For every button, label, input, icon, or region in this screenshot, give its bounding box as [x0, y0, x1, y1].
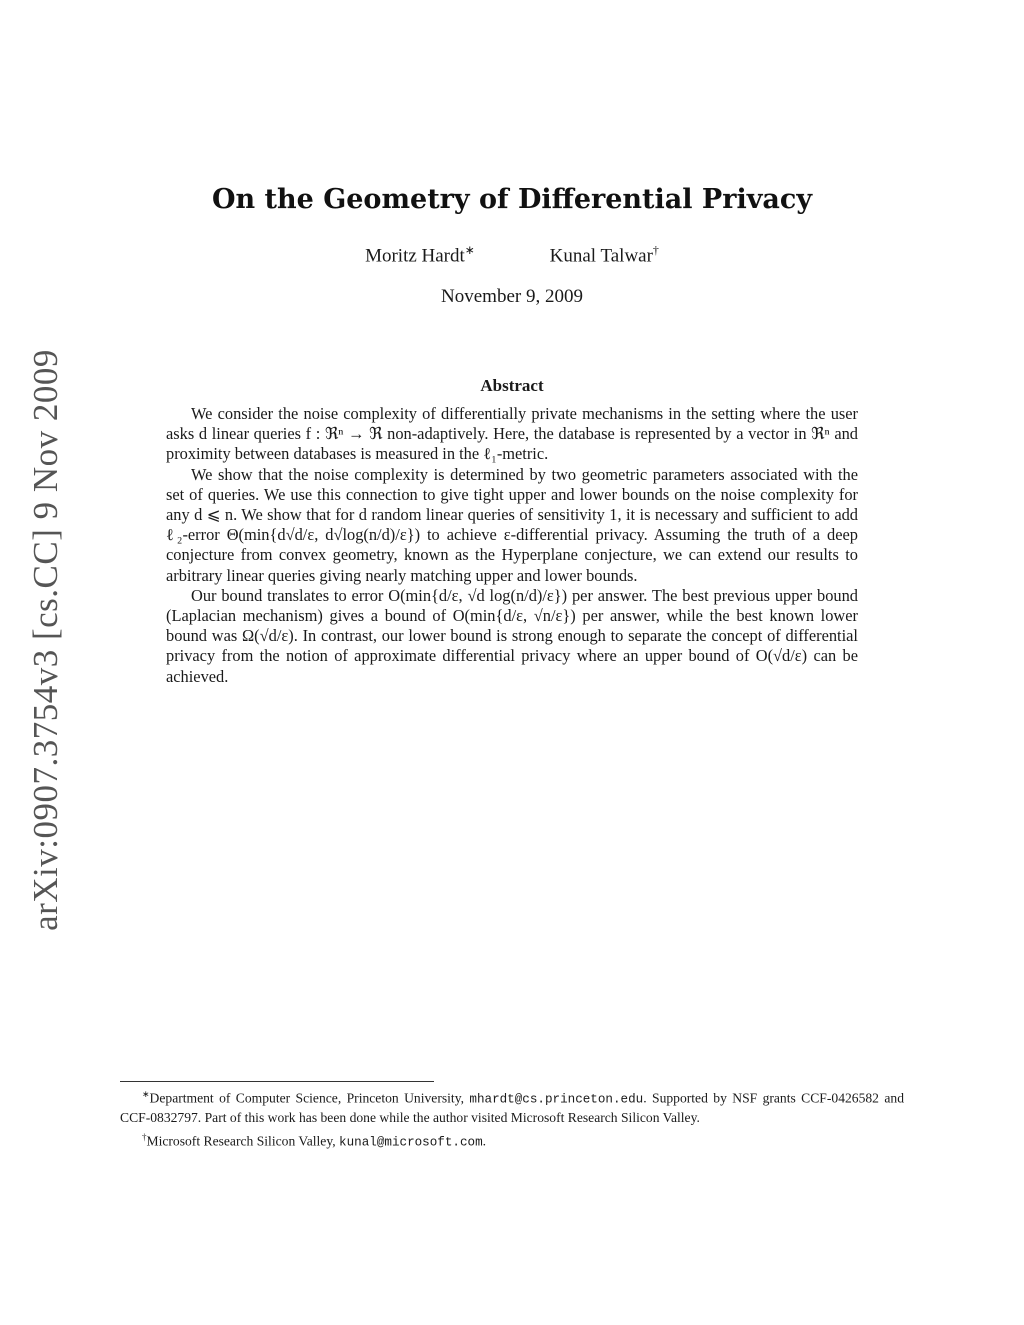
footnote-talwar — [120, 1128, 904, 1152]
email-link-hardt[interactable]: mhardt@cs.princeton.edu — [469, 1092, 644, 1107]
footnote-divider — [120, 1081, 434, 1082]
abstract-paragraph-3: Our bound translates to error O(min{d/ε, √d log(n/d)/ε}) per answer. The best previous upper bound (Laplacian mechanism) gives a bound of O(min{d/ε, √n/ε}) per answer, while the best known lower bound was Ω(√d/ε). In contrast, our lower bound is strong enough to separate the concept of differential privacy from the notion of approximate differential privacy where an upper bound of O(√d/ε) can be achieved. — [166, 585, 858, 686]
author-name: Moritz Hardt — [365, 245, 465, 267]
author-hardt — [365, 243, 475, 267]
email-link-talwar[interactable]: kunal@microsoft.com — [339, 1135, 483, 1150]
arxiv-identifier-text: arXiv:0907.3754v3 [cs.CC] 9 Nov 2009 — [26, 349, 65, 931]
paper-title: On the Geometry of Differential Privacy — [211, 184, 813, 215]
abstract-heading: Abstract — [480, 376, 544, 395]
footnote-hardt — [120, 1085, 904, 1128]
abstract-paragraph-2: We show that the noise complexity is determined by two geometric parameters associated with the set of queries. We use this connection to give tight upper and lower bounds on the noise complexity for any d ⩽ n. We show that for d random linear queries of sensitivity 1, it is necessary and sufficient to add ℓ₂-error Θ(min{d√d/ε, d√log(n/d)/ε}) to achieve ε-differential privacy. Assuming the truth of a deep conjecture from convex geometry, known as the Hyperplane conjecture, we can extend our results to arbitrary linear queries giving nearly matching upper and lower bounds. — [166, 464, 858, 585]
footnote-text: . Supported by NSF grants CCF-0426582 and CCF-0832797. Part of this work has been done while the author visited Microsoft Research Silicon Valley. — [120, 1090, 904, 1126]
footnote-mark: ∗ — [142, 1089, 150, 1099]
footnote-mark: † — [142, 1131, 147, 1142]
footnote-text: Department of Computer Science, Princeton University, — [149, 1090, 470, 1106]
footnote-text: Microsoft Research Silicon Valley, — [146, 1133, 340, 1149]
footnotes — [120, 1085, 904, 1152]
author-list — [0, 243, 1024, 267]
footnote-text: . — [482, 1133, 487, 1149]
abstract-body — [166, 404, 858, 687]
author-talwar — [550, 243, 659, 267]
abstract-paragraph-1: We consider the noise complexity of differentially private mechanisms in the setting where the user asks d linear queries f : ℜⁿ → ℜ non-adaptively. Here, the database is represented by a vector in ℜⁿ and proximity between databases is measured in the ℓ₁-metric. — [166, 404, 858, 464]
author-name: Kunal Talwar — [549, 245, 653, 267]
author-footnote-mark: † — [652, 243, 659, 257]
author-footnote-mark: ∗ — [464, 243, 475, 257]
paper-date: November 9, 2009 — [441, 286, 583, 307]
